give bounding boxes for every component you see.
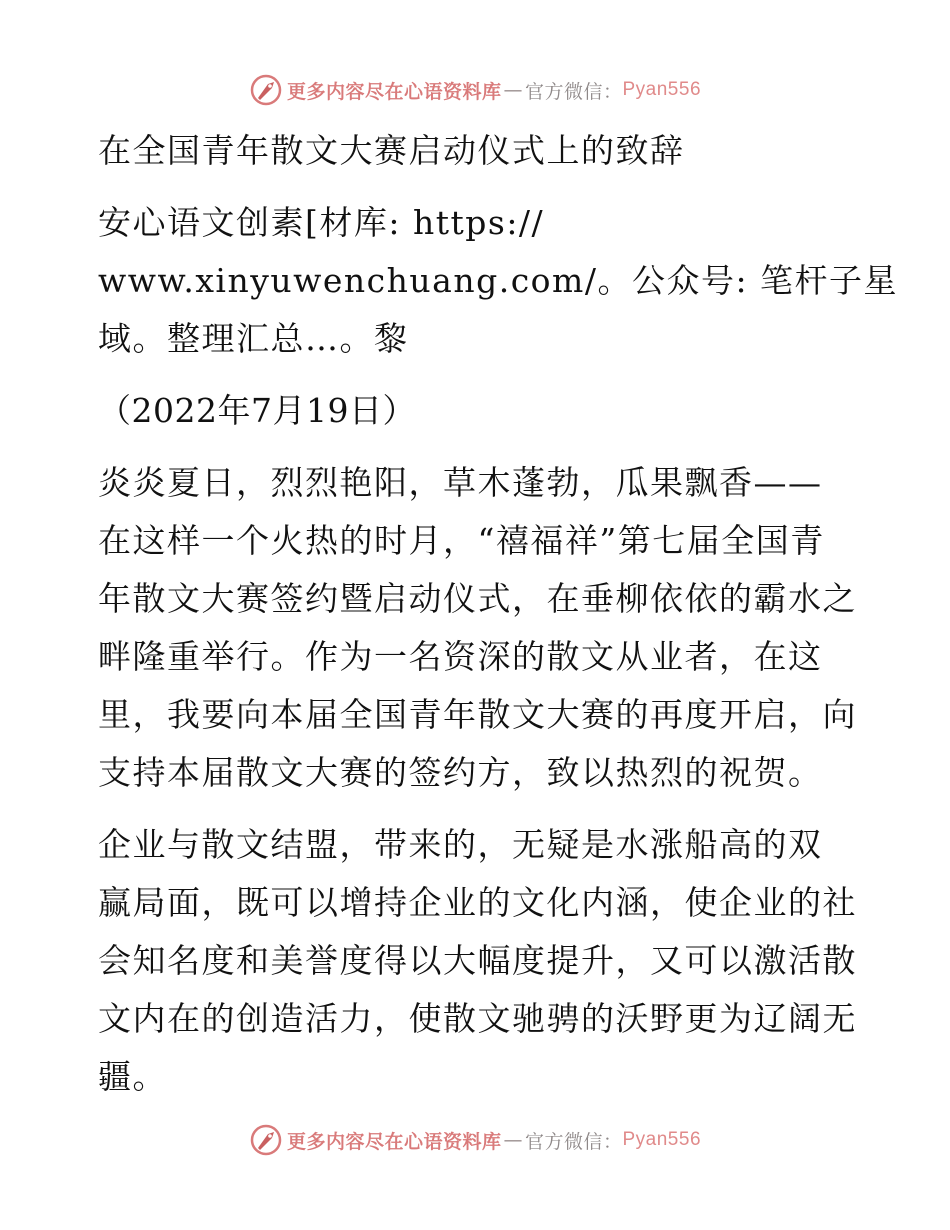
paragraph-line: 文内在的创造活力，使散文驰骋的沃野更为辽阔无	[98, 999, 857, 1038]
banner-separator: —	[503, 79, 523, 101]
banner-wechat-label: 官方微信：	[524, 80, 623, 103]
paragraph-line: 疆。	[98, 1057, 167, 1096]
header-banner	[0, 70, 950, 110]
pen-nib-logo-icon	[249, 73, 283, 107]
source-line: www.xinyuwenchuang.com/。公众号: 笔杆子星	[98, 261, 899, 300]
source-line: 安心语文创素[材库: https://	[98, 203, 545, 242]
banner-wechat-id: Pyan556	[622, 1129, 702, 1150]
paragraph-line: 会知名度和美誉度得以大幅度提升，又可以激活散	[98, 941, 857, 980]
banner-wechat-id: Pyan556	[622, 79, 702, 100]
paragraph-1	[98, 454, 858, 802]
banner-separator: —	[503, 1129, 523, 1151]
paragraph-line: 炎炎夏日，烈烈艳阳，草木蓬勃，瓜果飘香——	[98, 463, 823, 502]
banner-wechat-label: 官方微信：	[524, 1130, 623, 1153]
pen-nib-logo-icon	[249, 1123, 283, 1157]
source-note	[98, 194, 899, 368]
paragraph-line: 里，我要向本届全国青年散文大赛的再度开启，向	[98, 695, 857, 734]
paragraph-line: 在这样一个火热的时月，“禧福祥”第七届全国青	[98, 521, 825, 560]
paragraph-2	[98, 816, 858, 1106]
paragraph-line: 畔隆重举行。作为一名资深的散文从业者，在这	[98, 637, 823, 676]
document-title: 在全国青年散文大赛启动仪式上的致辞	[98, 131, 685, 170]
paragraph-line: 年散文大赛签约暨启动仪式，在垂柳依依的霸水之	[98, 579, 857, 618]
paragraph-line: 企业与散文结盟，带来的，无疑是水涨船高的双	[98, 825, 823, 864]
footer-banner	[0, 1120, 950, 1160]
document-body	[98, 122, 899, 1106]
banner-main-text: 更多内容尽在心语资料库	[286, 1130, 502, 1153]
paragraph-line: 支持本届散文大赛的签约方，致以热烈的祝贺。	[98, 753, 823, 792]
banner-main-text: 更多内容尽在心语资料库	[286, 80, 502, 103]
document-date: （2022年7月19日）	[98, 391, 416, 430]
source-line: 域。整理汇总…。黎	[98, 319, 409, 358]
paragraph-line: 赢局面，既可以增持企业的文化内涵，使企业的社	[98, 883, 857, 922]
